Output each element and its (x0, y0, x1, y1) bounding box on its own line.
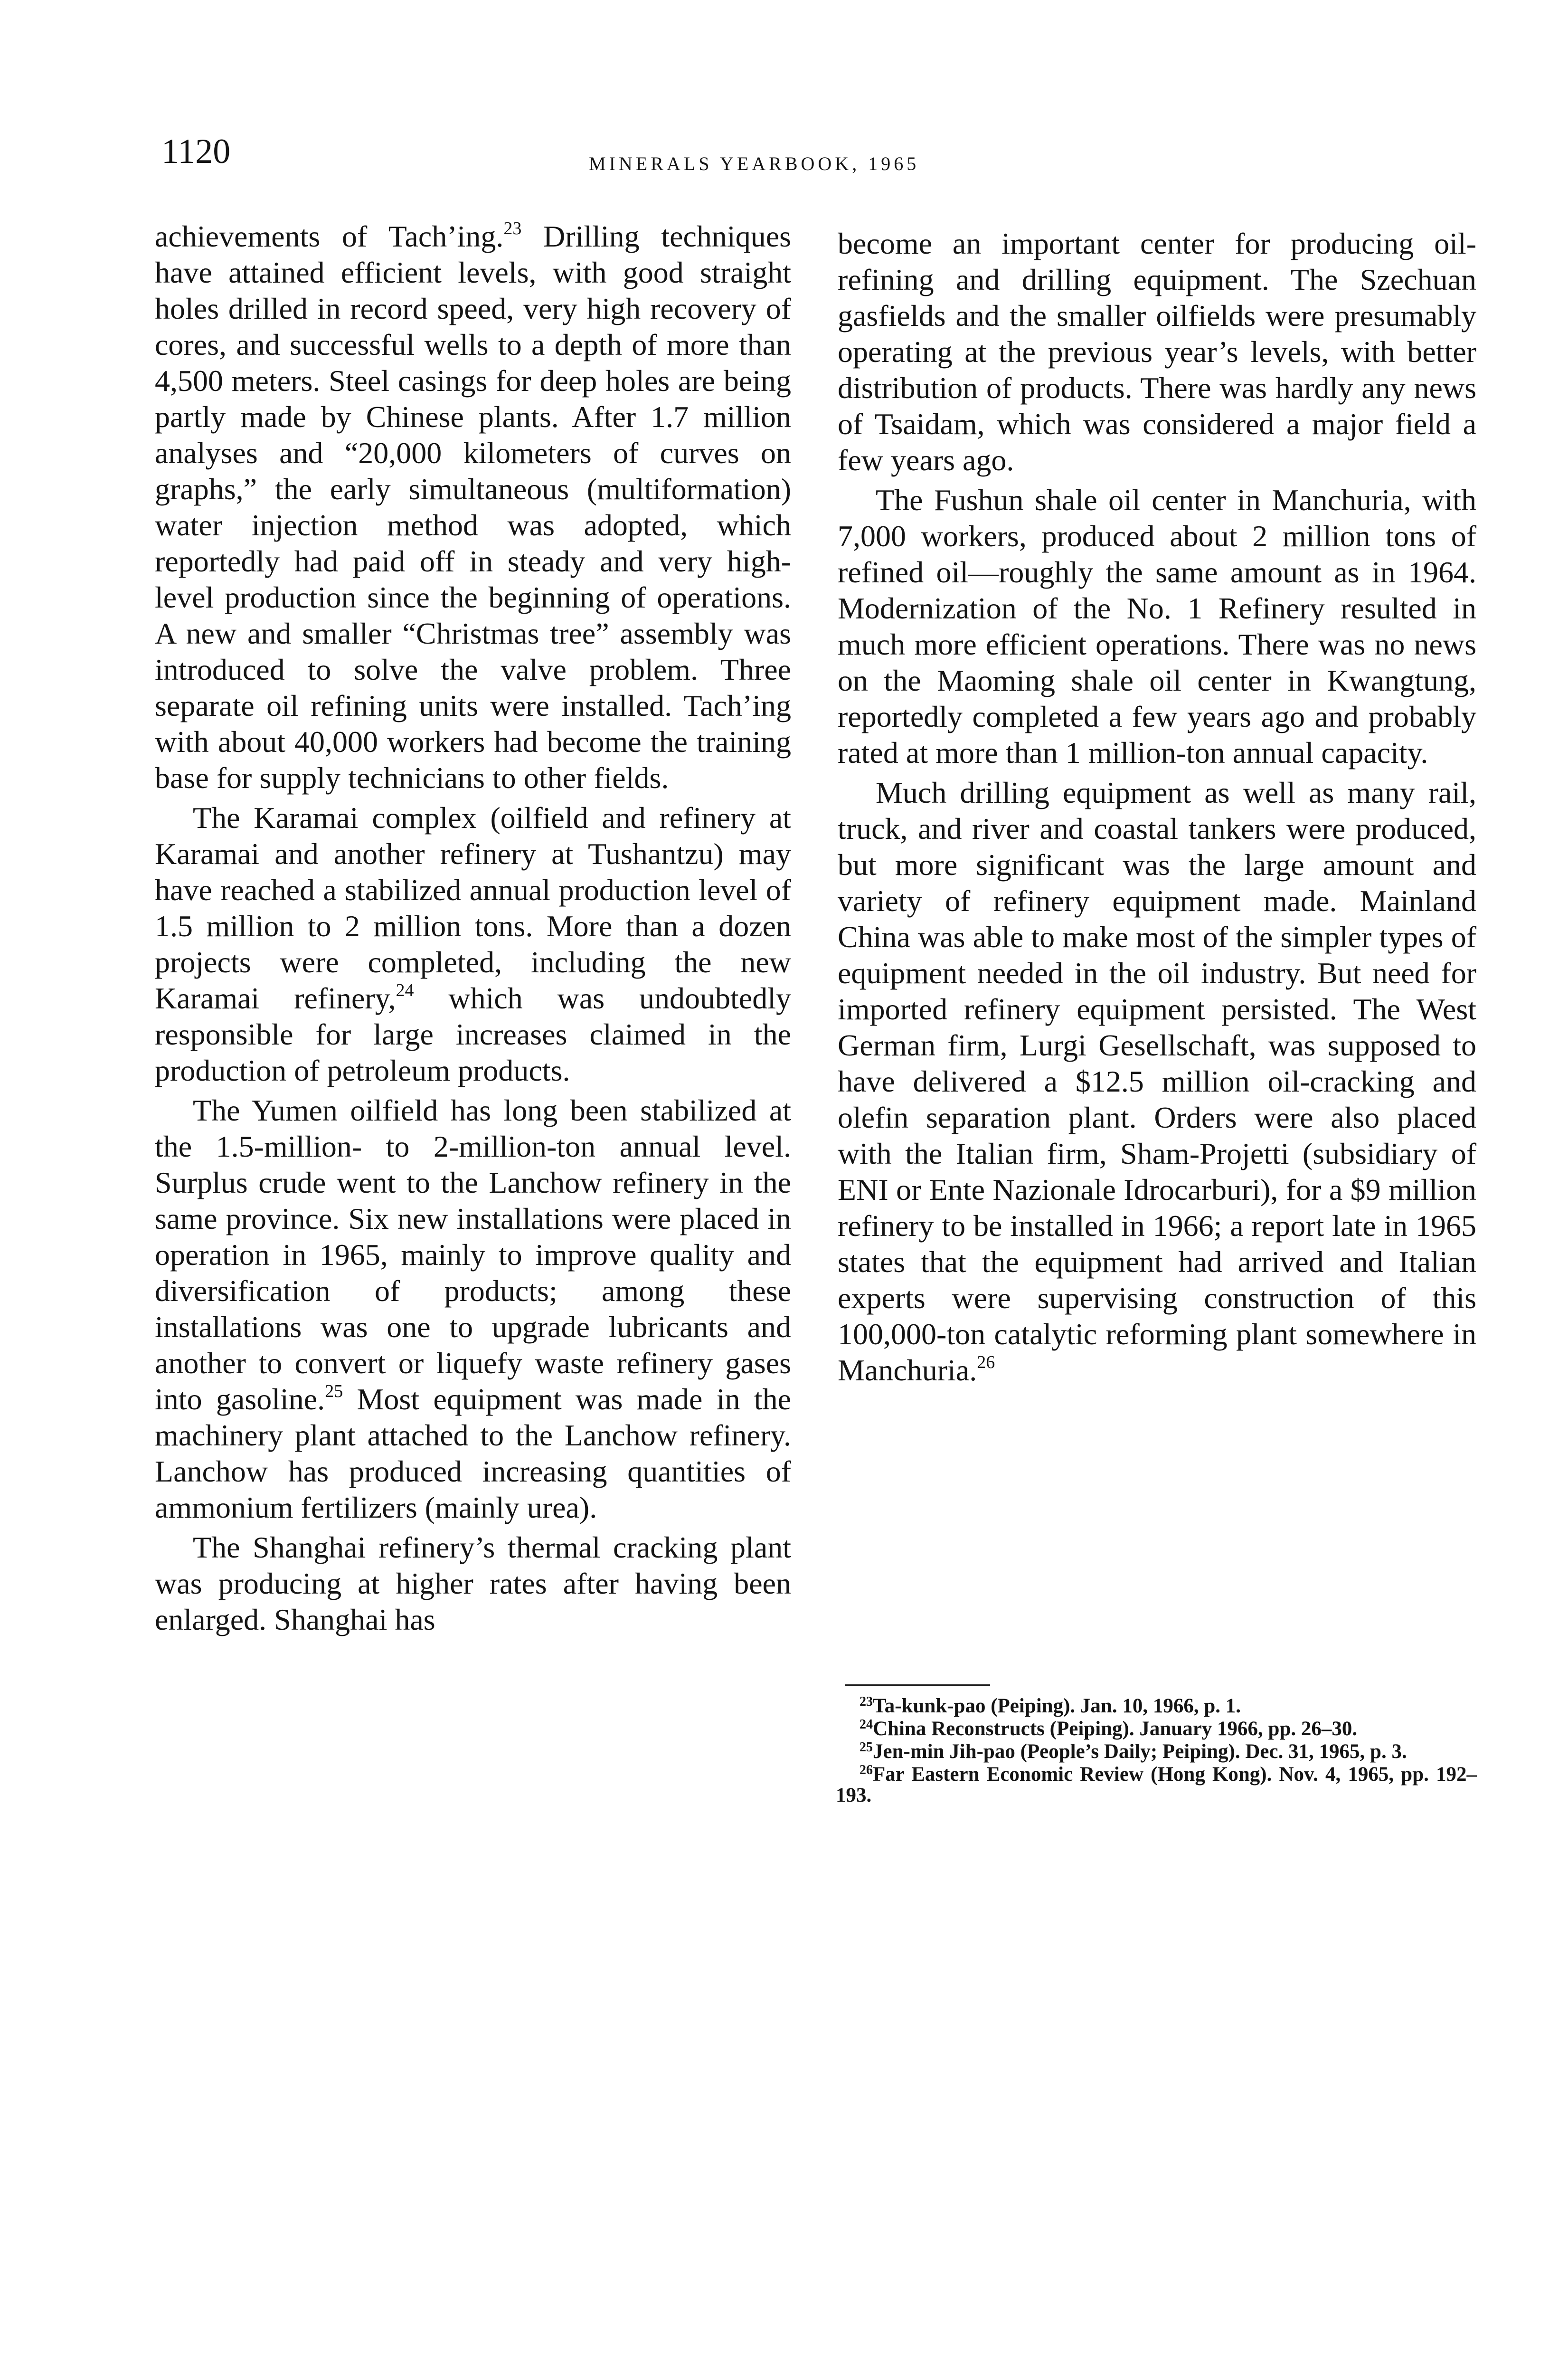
footnote-ref-23: 23 (503, 218, 522, 238)
footnote-text: Far Eastern Economic Review (Hong Kong). Nov. 4, 1965, pp. 192–193. (836, 1763, 1477, 1806)
footnote-24 (836, 1719, 1477, 1739)
footnote-ref-24: 24 (396, 980, 414, 1000)
text-span: Drilling techniques have attained efficient levels, with good straight holes drilled in record speed, very high recovery of cores, and successful wells to a depth of more than 4,500 meters. Steel casings for deep holes are being partly made by Chinese plants. After 1.7 million analyses and “20,000 kilometers of curves on graphs,” the early simultaneous (multiformation) water injection method was adopted, which reportedly had paid off in steady and very high-level production since the beginning of operations. A new and smaller “Christmas tree” assembly was introduced to solve the valve problem. Three separate oil refining units were installed. Tach’ing with about 40,000 workers had become the training base for supply technicians to other fields. (155, 219, 791, 795)
left-column (155, 218, 791, 1638)
footnote-ref-26: 26 (977, 1352, 995, 1372)
text-span: The Yumen oilfield has long been stabilized at the 1.5-million- to 2-million-ton annual level. Surplus crude went to the Lanchow refinery in the same province. Six new installations were placed in operation in 1965, mainly to improve quality and diversification of products; among these installations was one to upgrade lubricants and another to convert or liquefy waste refinery gases into gasoline. (155, 1093, 791, 1416)
footnote-23 (836, 1696, 1477, 1717)
footnotes (836, 1696, 1477, 1808)
footnote-25 (836, 1741, 1477, 1762)
text-span: Most equipment was made in the machinery plant attached to the Lanchow refinery. Lanchow has produced increasing quantities of ammonium fertilizers (mainly urea). (155, 1382, 792, 1524)
text-span: achievements of Tach’ing. (155, 219, 504, 253)
footnote-text: China Reconstructs (Peiping). January 1966, pp. 26–30. (873, 1718, 1358, 1740)
footnote-number: 26 (860, 1763, 873, 1777)
text-span: which was undoubtedly responsible for large increases claimed in the production of petroleum products. (155, 981, 792, 1087)
footnote-number: 23 (860, 1694, 873, 1709)
paragraph-shanghai-continued (838, 226, 1476, 478)
footnote-number: 24 (860, 1717, 873, 1732)
paragraph-fushun (838, 482, 1476, 771)
text-span: The Fushun shale oil center in Manchuria, with 7,000 workers, produced about 2 million tons of refined oil—roughly the same amount as in 1964. Modernization of the No. 1 Refinery resulted in much more efficient operations. There was no news on the Maoming shale oil center in Kwangtung, reportedly completed a few years ago and probably rated at more than 1 million-ton annual capacity. (838, 483, 1476, 770)
text-span: become an important center for producing oil-refining and drilling equipment. The Szechuan gasfields and the smaller oilfields were presumably operating at the previous year’s levels, with better distribution of products. There was hardly any news of Tsaidam, which was considered a major field a few years ago. (838, 227, 1476, 477)
paragraph-shanghai (155, 1530, 791, 1638)
paragraph-karamai (155, 800, 791, 1089)
footnote-text: Jen-min Jih-pao (People’s Daily; Peiping). Dec. 31, 1965, p. 3. (873, 1740, 1407, 1763)
text-span: Much drilling equipment as well as many rail, truck, and river and coastal tankers were produced, but more significant was the large amount and variety of refinery equipment made. Mainland China was able to make most of the simpler types of equipment needed in the oil industry. But need for imported refinery equipment persisted. The West German firm, Lurgi Gesellschaft, was supposed to have delivered a $12.5 million oil-cracking and olefin separation plant. Orders were also placed with the Italian firm, Sham-Projetti (subsidiary of ENI or Ente Nazionale Idrocarburi), for a $9 million refinery to be installed in 1966; a report late in 1965 states that the equipment had arrived and Italian experts were supervising construction of this 100,000-ton catalytic reforming plant somewhere in Manchuria. (838, 776, 1476, 1387)
footnote-divider (845, 1684, 990, 1686)
text-span: The Shanghai refinery’s thermal cracking plant was producing at higher rates after having been enlarged. Shanghai has (155, 1530, 791, 1636)
footnote-number: 25 (860, 1740, 873, 1755)
page-number: 1120 (161, 132, 231, 171)
footnote-text: Ta-kunk-pao (Peiping). Jan. 10, 1966, p. 1. (873, 1695, 1241, 1717)
footnote-ref-25: 25 (325, 1381, 343, 1401)
paragraph-tachinq-continued (155, 218, 791, 796)
paragraph-drilling-equipment (838, 775, 1476, 1388)
footnote-26 (836, 1764, 1477, 1806)
paragraph-yumen (155, 1092, 791, 1526)
text-span: The Karamai complex (oilfield and refinery at Karamai and another refinery at Tushantzu) may have reached a stabilized annual production level of 1.5 million to 2 million tons. More than a dozen projects were completed, including the new Karamai refinery, (155, 801, 791, 1015)
right-column (838, 226, 1476, 1388)
running-head: MINERALS YEARBOOK, 1965 (589, 153, 920, 174)
